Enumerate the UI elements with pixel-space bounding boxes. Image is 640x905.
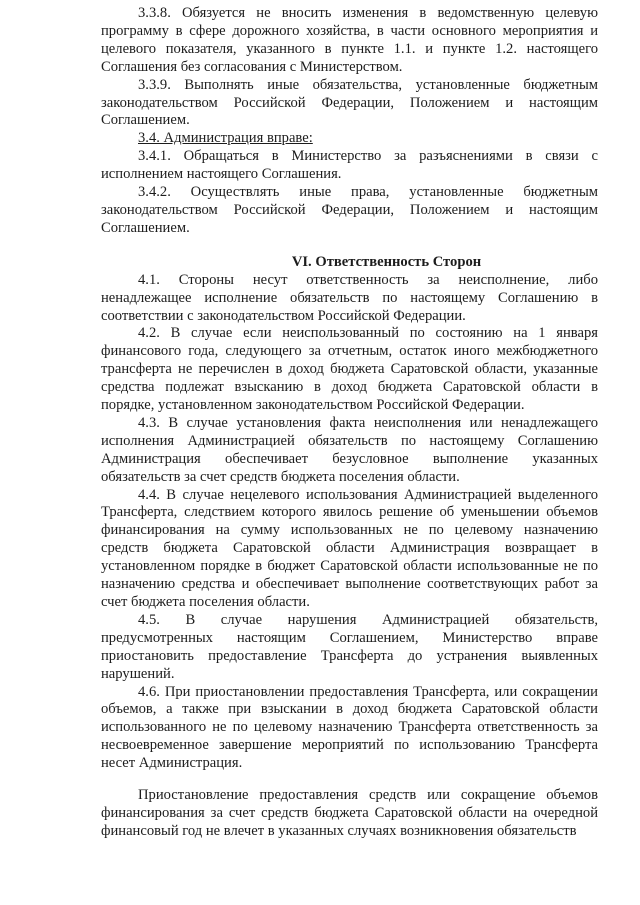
clause-4-1: 4.1. Стороны несут ответственность за неисполнение, либо ненадлежащее исполнение обязательств по настоящему Соглашению в соответствии с законодательством Российской Федерации. [101, 271, 598, 324]
clause-3-3-8: 3.3.8. Обязуется не вносить изменения в ведомственную целевую программу в сфере дорожного хозяйства, в части основного мероприятия и целевого показателя, указанного в пункте 1.1. и пункте 1.2. настоящего Соглашения без согласования с Министерством. [101, 5, 598, 75]
clause-3-4-2: 3.4.2. Осуществлять иные права, установленные бюджетным законодательством Российской Федерации, Положением и настоящим Соглашением. [101, 184, 598, 236]
clause-4-4: 4.4. В случае нецелевого использования Администрацией выделенного Трансферта, следствием которого явилось решение об уменьшении объемов финансирования на сумму использованных не по целевому назначению средств бюджета Саратовской области Администрация возвращает в установленном порядке в бюджет Саратовской области использованные не по назначению средства и обеспечивает выполнение соответствующих работ за счет бюджета поселения области. [101, 486, 598, 610]
subsection-3-4-label: 3.4. Администрация вправе: [138, 130, 313, 147]
clause-3-4-1: 3.4.1. Обращаться в Министерство за разъяснениями в связи с исполнением настоящего Соглашения. [101, 148, 598, 183]
clause-final-paragraph: Приостановление предоставления средств или сокращение объемов финансирования за счет средств бюджета Саратовской области на очередной финансовый год не влечет в указанных случаях возникновения обязательств [101, 787, 598, 839]
clause-3-3-9: 3.3.9. Выполнять иные обязательства, установленные бюджетным законодательством Российской Федерации, Положением и настоящим Соглашением. [101, 76, 598, 129]
section-vi-heading: VI. Ответственность Сторон [291, 253, 482, 270]
clause-4-2: 4.2. В случае если неиспользованный по состоянию на 1 января финансового года, следующего за отчетным, остаток иного межбюджетного трансферта не перечислен в доход бюджета Саратовской области, указанные средства подлежат взысканию в доход бюджета Саратовской области в порядке, установленном законодательством Российской Федерации. [101, 325, 598, 414]
clause-4-6: 4.6. При приостановлении предоставления Трансферта, или сокращении объемов, а также при взыскании в доход бюджета Саратовской области использованного не по целевому назначению Трансферта ответственность за несвоевременное завершение мероприятий по использованию Трансферта несет Администрация. [101, 683, 598, 772]
subsection-3-4-title [101, 130, 598, 148]
clause-4-3: 4.3. В случае установления факта неисполнения или ненадлежащего исполнения Администрацией обязательств по настоящему Соглашению Администрация обеспечивает безусловное выполнение указанных обязательств за счет средств бюджета поселения области. [101, 414, 598, 485]
document-body [101, 5, 598, 841]
clause-4-5: 4.5. В случае нарушения Администрацией обязательств, предусмотренных настоящим Соглашением, Министерство вправе приостановить предоставление Трансферта до устранения выявленных нарушений. [101, 611, 598, 682]
